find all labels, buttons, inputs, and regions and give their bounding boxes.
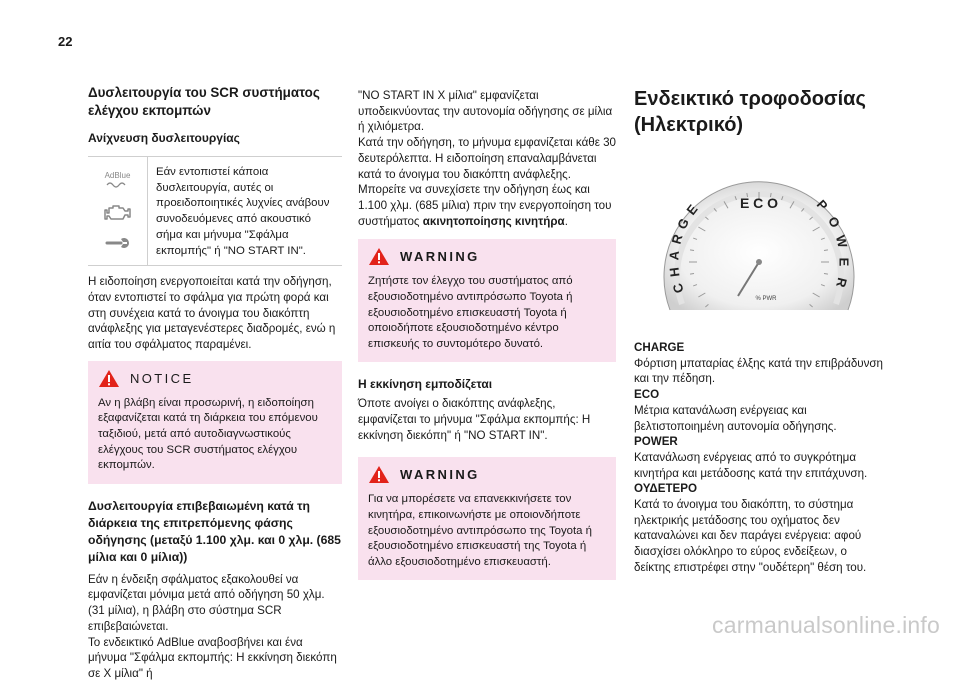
gauge-pwr-label: % PWR	[755, 296, 777, 302]
engine-immobilisation-text: ακινητοποίησης κινητήρα	[422, 214, 565, 228]
definition-description: Μέτρια κατανάλωση ενέργειας και βελτιστοποιημένη αυτονομία οδήγησης.	[634, 403, 837, 433]
gauge-tick	[690, 273, 694, 274]
warning-lights-description: Εάν εντοπιστεί κάποια δυσλειτουργία, αυτές οι προειδοποιητικές λυχνίες ανάβουν συνοδευόμενες από ακουστικό σήμα και μήνυμα "Σφάλμα εκπομπής" ή "NO START IN".	[156, 166, 330, 257]
gauge-tick	[824, 273, 828, 274]
gauge-definitions	[634, 340, 884, 576]
notice-box	[88, 361, 342, 484]
definition-description: Κατά το άνοιγμα του διακόπτη, το σύστημα ηλεκτρικής μετάδοσης του οχήματος δεν καταναλώνει και δεν παράγει ενέργεια: αφού διασχίσει ολόκληρο το εύρος ενδείξεων, ο δείκτης επιστρέφει στην "ουδέτερη" θέση του.	[634, 498, 867, 574]
power-gauge-svg	[634, 142, 884, 332]
definition-description: Κατανάλωση ενέργειας από το συγκρότημα κινητήρα και μετάδοσης κατά την επιτάχυνση.	[634, 450, 868, 480]
subheading-start-prevented: Η εκκίνηση εμποδίζεται	[358, 377, 493, 392]
gauge-power-letter: R	[833, 276, 850, 289]
watermark: carmanualsonline.info	[712, 612, 940, 638]
adblue-icon	[105, 172, 131, 188]
adblue-label: AdBlue	[104, 171, 131, 181]
wrench-icon	[104, 236, 132, 250]
column-1	[88, 84, 342, 682]
gauge-tick	[824, 250, 828, 251]
gauge-tick	[690, 250, 694, 251]
power-gauge	[634, 142, 884, 332]
notice-title: NOTICE	[130, 370, 194, 386]
warning-lights-icons	[88, 157, 148, 265]
gauge-power-letter: E	[836, 257, 852, 267]
definition-term: ECO	[634, 388, 660, 402]
paragraph-no-start-in: "NO START IN X μίλια" εμφανίζεται υποδεικνύοντας την αυτονομία οδήγησης σε μίλια ή χιλιόμετρα.	[358, 89, 613, 134]
warning-triangle-icon	[368, 247, 390, 266]
gauge-power-letter: O	[825, 214, 844, 231]
paragraph-message-interval: Κατά την οδήγηση, το μήνυμα εμφανίζεται κάθε 30 δευτερόλεπτα. Η ειδοποίηση επαναλαμβάνεται κατά το άνοιγμα του διακόπτη ανάφλεξης.	[358, 136, 617, 181]
definition-term: ΟΥΔΕΤΕΡΟ	[634, 482, 698, 496]
power-indicator-title: Ενδεικτικό τροφοδοσίας (Ηλεκτρικό)	[634, 88, 866, 136]
page-number: 22	[58, 34, 73, 49]
warning-triangle-icon	[368, 465, 390, 484]
notice-text: Αν η βλάβη είναι προσωρινή, η ειδοποίηση εξαφανίζεται κατά τη διάρκεια του επόμενου ταξιδιού, μετά από αυτοδιαγνωστικούς ελέγχους του SCR συστήματος ελέγχου εκπομπών.	[98, 396, 318, 472]
warning-text: Ζητήστε τον έλεγχο του συστήματος από εξουσιοδοτημένο αντιπρόσωπο Toyota ή εξουσιοδοτημένο επισκευαστή Toyota ή οποιοδήποτε εξουσιοδοτημένο κέντρο επισκευής το συντομότερο δυνατό.	[368, 275, 573, 350]
gauge-power-letter: P	[813, 196, 831, 214]
gauge-charge-letter: R	[668, 232, 686, 246]
warning-box-2	[358, 457, 616, 580]
definition-description: Φόρτιση μπαταρίας έλξης κατά την επιβράδυνση και την πέδηση.	[634, 356, 884, 386]
engine-icon	[104, 202, 132, 222]
definition-term: CHARGE	[634, 341, 685, 354]
warning-title: WARNING	[400, 249, 480, 265]
gauge-eco-label: E C O	[739, 195, 779, 211]
warning-text: Για να μπορέσετε να επανεκκινήσετε τον κινητήρα, επικοινωνήστε με οποιονδήποτε εξουσιοδοτημένο αντιπρόσωπο της Toyota ή εξουσιοδοτημένο επισκευαστή της Toyota ή άλλο εξουσιοδοτημένο επισκευαστή.	[368, 493, 593, 568]
warning-lights-table	[88, 156, 342, 266]
column-3	[634, 86, 884, 576]
gauge-charge-letter: H	[666, 266, 683, 278]
paragraph-confirmation: Εάν η ένδειξη σφάλματος εξακολουθεί να εμφανίζεται μόνιμα μετά από οδήγηση 50 χλμ. (31 μίλια), η βλάβη στο σύστημα SCR επιβεβαιώνεται.	[88, 572, 325, 633]
paragraph-driving-range: Μπορείτε να συνεχίσετε την οδήγηση έως και 1.100 χλμ. (685 μίλια) πριν την ενεργοποίηση του συστήματος ακινητοποίησης κινητήρα.	[358, 183, 612, 228]
paragraph-adblue-message: Το ενδεικτικό AdBlue αναβοσβήνει και ένα μήνυμα "Σφάλμα εκπομπής: Η εκκίνηση διεκόπη σε X μίλια" ή	[88, 635, 337, 680]
paragraph-start-prevented: Όποτε ανοίγει ο διακόπτης ανάφλεξης, εμφανίζεται το μήνυμα "Σφάλμα εκπομπής: Η εκκίνηση διεκόπη" ή "NO START IN".	[358, 397, 591, 442]
subheading-detection: Ανίχνευση δυσλειτουργίας	[88, 131, 240, 145]
column-2	[358, 88, 616, 580]
paragraph-notification: Η ειδοποίηση ενεργοποιείται κατά την οδήγηση, όταν εντοπιστεί το σφάλμα για πρώτη φορά και στη συνέχεια κατά το άνοιγμα του διακόπτη ανάφλεξης για μεταγενέστερες διαδρομές, ενώ η αιτία του σφάλματος παραμένει.	[88, 275, 336, 352]
warning-triangle-icon	[98, 369, 120, 388]
section-heading-confirmed-malfunction: Δυσλειτουργία επιβεβαιωμένη κατά τη διάρκεια της επιτρεπόμενης φάσης οδήγησης (μεταξύ 1.100 χλμ. και 0 χλμ. (685 μίλια και 0 μίλια))	[88, 498, 341, 564]
warning-box-1	[358, 239, 616, 362]
section-heading-scr-malfunction: Δυσλειτουργία του SCR συστήματος ελέγχου εκπομπών	[88, 85, 320, 118]
gauge-charge-letter: E	[683, 201, 701, 218]
gauge-charge-letter: A	[666, 250, 683, 261]
gauge-charge-letter: G	[674, 215, 693, 232]
definition-term: POWER	[634, 435, 678, 449]
gauge-hub	[756, 259, 762, 265]
gauge-power-letter: W	[832, 233, 851, 250]
gauge-charge-letter: C	[669, 281, 687, 296]
warning-title: WARNING	[400, 467, 480, 483]
